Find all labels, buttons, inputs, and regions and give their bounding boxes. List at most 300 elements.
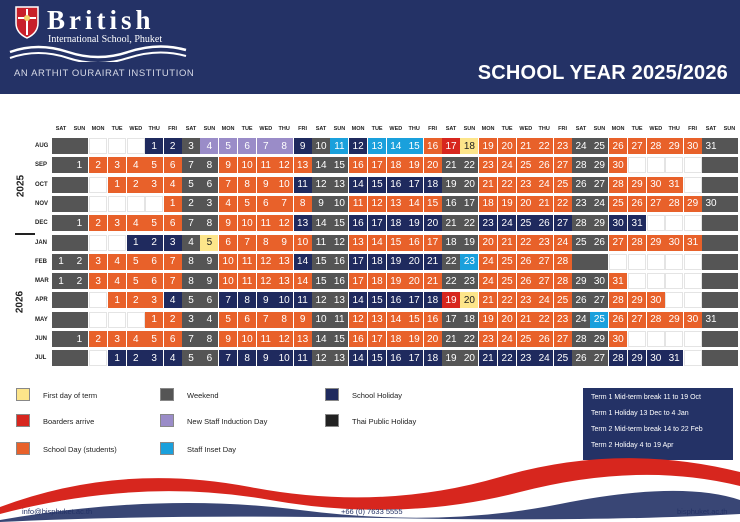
calendar-day [702,157,720,173]
legend-swatch [160,388,174,401]
calendar-day: 25 [554,292,572,308]
calendar-day: 3 [145,350,163,366]
calendar-day: 7 [238,235,257,251]
footer-email-link[interactable]: info@bisphuket.ac.th [22,507,93,516]
calendar-day: 9 [200,254,218,270]
calendar-day: 25 [517,331,535,347]
calendar-day [628,254,647,270]
calendar-day: 20 [460,292,478,308]
calendar-day: 8 [182,273,200,289]
calendar-day: 13 [275,254,293,270]
calendar-day: 15 [330,215,348,231]
calendar-day: 11 [294,177,312,193]
calendar-day: 1 [127,235,145,251]
calendar-day: 15 [405,312,423,328]
calendar-day: 7 [219,350,238,366]
calendar-day [52,215,70,231]
calendar-day: 7 [275,196,293,212]
calendar-day [684,157,702,173]
calendar-day: 19 [442,350,460,366]
calendar-day: 6 [200,177,218,193]
calendar-day: 9 [312,196,330,212]
calendar-day: 4 [164,292,182,308]
calendar-day: 24 [535,177,553,193]
calendar-day: 11 [238,254,257,270]
calendar-day: 13 [275,273,293,289]
calendar-day: 30 [702,196,720,212]
calendar-day: 4 [200,312,218,328]
calendar-day: 13 [330,350,348,366]
calendar-day: 17 [349,273,368,289]
calendar-day: 13 [294,215,312,231]
calendar-day: 19 [479,312,498,328]
calendar-day: 27 [590,177,608,193]
calendar-day: 30 [647,177,665,193]
note-term2-midterm: Term 2 Mid-term break 14 to 22 Feb [591,426,703,433]
calendar-day: 6 [200,292,218,308]
calendar-day: 23 [572,196,590,212]
calendar-day: 7 [182,331,200,347]
calendar-day [647,157,665,173]
calendar-day [70,235,88,251]
calendar-day: 2 [70,273,88,289]
calendar-day: 2 [127,177,145,193]
calendar-day: 25 [590,138,608,154]
calendar-day: 3 [89,273,108,289]
calendar-day: 22 [517,235,535,251]
calendar-day: 7 [164,254,182,270]
calendar-day: 20 [424,331,442,347]
calendar-day: 8 [275,138,293,154]
calendar-day: 7 [257,312,275,328]
legend-label: First day of term [43,391,98,400]
calendar-day: 22 [460,331,478,347]
calendar-day: 13 [368,138,387,154]
calendar-day: 3 [108,157,127,173]
legend-swatch [160,414,174,427]
day-header: SAT [705,126,717,132]
day-header: SUN [463,126,476,132]
calendar-day [720,177,738,193]
calendar-day: 8 [200,157,218,173]
calendar-day: 27 [628,312,647,328]
calendar-day: 14 [312,157,330,173]
calendar-day: 23 [517,177,535,193]
calendar-day: 17 [349,254,368,270]
calendar-day: 12 [312,292,330,308]
calendar-day [89,138,108,154]
calendar-day: 24 [498,215,517,231]
calendar-day: 4 [127,331,145,347]
calendar-day [70,292,88,308]
legend-label: Staff Inset Day [187,445,237,454]
calendar-day [684,215,702,231]
calendar-day: 30 [590,273,608,289]
calendar-day: 29 [684,196,702,212]
calendar-day: 19 [387,273,405,289]
page-title: SCHOOL YEAR 2025/2026 [477,62,728,84]
calendar-day: 3 [164,235,182,251]
day-header: TUE [111,126,123,132]
calendar-day: 20 [424,215,442,231]
calendar-day: 24 [572,312,590,328]
calendar-day: 9 [257,350,275,366]
calendar-day: 13 [330,292,348,308]
month-label: OCT [35,181,48,188]
calendar-day [702,254,720,270]
calendar-day [89,350,108,366]
calendar-day: 18 [442,235,460,251]
day-header: SUN [203,126,216,132]
month-label: FEB [35,258,47,265]
calendar-day: 16 [349,331,368,347]
calendar-day: 2 [182,196,200,212]
calendar-day: 17 [368,157,387,173]
calendar-day: 19 [405,157,423,173]
day-header: THU [668,126,680,132]
calendar-day: 11 [238,273,257,289]
month-label: MAR [35,278,49,285]
calendar-day: 30 [647,350,665,366]
calendar-day: 6 [164,157,182,173]
calendar-day: 23 [460,273,478,289]
month-label: JAN [35,239,48,246]
calendar-day: 6 [145,254,163,270]
calendar-day: 1 [164,196,182,212]
calendar-day: 18 [368,273,387,289]
calendar-day: 8 [200,331,218,347]
calendar-day: 9 [257,177,275,193]
note-term1-midterm: Term 1 Mid-term break 11 to 19 Oct [591,394,701,401]
calendar-day: 17 [442,138,460,154]
calendar-day: 24 [498,331,517,347]
calendar-day: 30 [647,292,665,308]
calendar-day: 6 [257,196,275,212]
calendar-day: 14 [294,254,312,270]
calendar-day: 2 [89,215,108,231]
calendar-day: 31 [702,312,720,328]
calendar-day: 21 [479,292,498,308]
calendar-day: 4 [108,273,127,289]
day-header: MON [221,126,235,132]
calendar-day: 5 [200,235,218,251]
calendar-day: 10 [238,215,257,231]
day-header: SUN [73,126,86,132]
calendar-day: 2 [164,312,182,328]
school-subtitle: International School, Phuket [48,34,163,45]
calendar-day [52,157,70,173]
calendar-day: 14 [387,138,405,154]
calendar-day: 1 [108,177,127,193]
calendar-day: 15 [387,235,405,251]
calendar-day: 15 [368,292,387,308]
calendar-day [702,215,720,231]
calendar-day: 24 [554,235,572,251]
calendar-day: 8 [238,350,257,366]
calendar-day: 21 [498,235,517,251]
calendar-day: 1 [52,254,70,270]
legend-label: New Staff Induction Day [187,417,268,426]
calendar-day: 22 [554,196,572,212]
term-notes-box [583,388,733,460]
calendar-day: 25 [554,177,572,193]
calendar-day: 4 [127,157,145,173]
calendar-day: 3 [145,177,163,193]
calendar-day: 19 [405,215,423,231]
calendar-day [628,331,647,347]
calendar-day: 4 [164,177,182,193]
calendar-day [647,273,665,289]
calendar-day: 21 [442,215,460,231]
calendar-day: 22 [442,273,460,289]
calendar-day: 28 [647,312,665,328]
calendar-day [702,292,720,308]
calendar-day: 12 [257,273,275,289]
calendar-day: 28 [609,177,628,193]
calendar-day: 17 [368,215,387,231]
calendar-day: 27 [590,350,608,366]
calendar-day: 12 [275,157,293,173]
calendar-day: 16 [387,350,405,366]
calendar-day: 27 [535,273,553,289]
calendar-day: 15 [312,273,330,289]
day-header: WED [259,126,273,132]
calendar-day [89,292,108,308]
calendar-day: 20 [498,138,517,154]
calendar-day: 12 [312,177,330,193]
calendar-day: 18 [460,312,478,328]
calendar-day: 9 [294,312,312,328]
calendar-day: 1 [70,157,88,173]
school-name: British [47,5,155,35]
calendar-day [684,254,702,270]
calendar-day: 19 [442,292,460,308]
legend-swatch [16,414,30,427]
calendar-day [720,254,738,270]
day-header: TUE [241,126,253,132]
calendar-day: 16 [330,273,348,289]
calendar-day: 24 [535,292,553,308]
calendar-day: 21 [424,254,442,270]
calendar-day [628,157,647,173]
day-header: FRI [298,126,308,132]
calendar-day: 31 [684,235,702,251]
calendar-day [665,273,683,289]
calendar-day: 15 [368,350,387,366]
calendar-day: 31 [665,350,683,366]
calendar-day [89,312,108,328]
calendar-day: 3 [145,292,163,308]
calendar-day: 16 [424,312,442,328]
calendar-day: 3 [108,331,127,347]
month-label: MAY [35,316,48,323]
calendar-day: 9 [294,138,312,154]
calendar-day [52,331,70,347]
calendar-day: 20 [517,196,535,212]
calendar-day: 23 [554,312,572,328]
calendar-day: 11 [312,235,330,251]
calendar-day: 18 [387,215,405,231]
calendar-day: 29 [590,215,608,231]
calendar-day [127,196,145,212]
legend-label: Thai Public Holiday [352,417,417,426]
calendar-day [609,254,628,270]
calendar-day: 10 [330,196,348,212]
calendar-day: 12 [312,350,330,366]
calendar-day: 21 [479,350,498,366]
calendar-day: 5 [127,254,145,270]
year-label: 2025 [15,175,26,198]
calendar-day: 30 [684,138,702,154]
calendar-day: 14 [349,292,368,308]
calendar-day: 26 [609,138,628,154]
year-label: 2026 [15,290,26,314]
calendar-day: 22 [460,157,478,173]
calendar-day: 10 [312,312,330,328]
calendar-day: 25 [517,215,535,231]
calendar-day: 10 [275,292,293,308]
calendar-day: 13 [330,177,348,193]
calendar-day [108,312,127,328]
calendar-day: 14 [349,350,368,366]
calendar-day [720,215,738,231]
calendar-day: 18 [387,157,405,173]
calendar-day: 2 [164,138,182,154]
calendar-day: 8 [238,292,257,308]
calendar-day: 13 [349,235,368,251]
calendar-day: 21 [517,312,535,328]
calendar-day: 22 [535,138,553,154]
calendar-day: 10 [275,350,293,366]
calendar-day: 24 [479,273,498,289]
day-header: TUE [631,126,643,132]
calendar-day: 10 [219,254,238,270]
calendar-day: 25 [498,254,517,270]
calendar-day: 31 [665,177,683,193]
calendar-day: 23 [535,235,553,251]
calendar-day: 20 [479,235,498,251]
calendar-day: 26 [535,331,553,347]
calendar-day: 8 [182,254,200,270]
calendar-day: 27 [554,215,572,231]
calendar-day: 7 [164,273,182,289]
calendar-day: 2 [89,157,108,173]
calendar-day [108,235,127,251]
calendar-day: 27 [590,292,608,308]
day-header: MON [351,126,365,132]
calendar-day: 19 [405,331,423,347]
calendar-day: 16 [442,196,460,212]
calendar-day: 15 [405,138,423,154]
day-header: MON [91,126,105,132]
calendar-day: 7 [182,157,200,173]
calendar-day [684,331,702,347]
calendar-day: 10 [275,177,293,193]
calendar-day: 19 [442,177,460,193]
calendar-day [108,138,127,154]
calendar-day: 14 [368,235,387,251]
calendar-day: 6 [164,331,182,347]
calendar-day: 13 [294,157,312,173]
calendar-day: 28 [628,235,647,251]
calendar-day: 22 [442,254,460,270]
calendar-day: 6 [145,273,163,289]
calendar-day: 30 [684,312,702,328]
day-header: SAT [185,126,197,132]
calendar-day: 10 [219,273,238,289]
calendar-day: 30 [609,215,628,231]
calendar-day: 29 [590,331,608,347]
calendar-day: 27 [647,196,665,212]
calendar-day: 5 [182,292,200,308]
calendar-day: 4 [219,196,238,212]
calendar-day [52,235,70,251]
day-header: SUN [723,126,736,132]
calendar-day: 18 [424,177,442,193]
day-header: SAT [445,126,457,132]
day-header: FRI [558,126,568,132]
calendar-day [52,177,70,193]
calendar-day: 15 [312,254,330,270]
calendar-day: 12 [330,235,348,251]
calendar-day: 26 [628,196,647,212]
calendar-day: 17 [460,196,478,212]
calendar-day: 30 [609,157,628,173]
calendar-day: 3 [182,138,200,154]
calendar-day: 3 [89,254,108,270]
calendar-day: 7 [219,292,238,308]
calendar-day: 21 [442,157,460,173]
calendar-day [628,273,647,289]
calendar-day: 14 [387,312,405,328]
calendar-day [70,177,88,193]
calendar-day: 4 [108,254,127,270]
calendar-day: 27 [609,235,628,251]
calendar-day: 21 [479,177,498,193]
calendar-day: 28 [572,157,590,173]
calendar-day: 7 [182,215,200,231]
calendar-day: 3 [200,196,218,212]
calendar-day [572,254,590,270]
calendar-day [647,215,665,231]
month-label: JUL [35,355,47,362]
calendar-day: 31 [702,138,720,154]
calendar-day: 17 [405,292,423,308]
month-label: DEC [35,220,48,227]
calendar-day: 23 [460,254,478,270]
calendar-day: 15 [424,196,442,212]
logo-waves-icon [8,44,188,62]
calendar-day: 17 [368,331,387,347]
calendar-day: 27 [628,138,647,154]
calendar-day: 12 [349,312,368,328]
calendar-day: 14 [312,331,330,347]
legend-label: Boarders arrive [43,417,95,426]
day-header: SUN [593,126,606,132]
calendar-day: 2 [89,331,108,347]
day-header: WED [129,126,143,132]
calendar-day: 5 [219,138,238,154]
year-separator [15,233,35,235]
calendar-day: 26 [590,235,608,251]
footer-website-link[interactable]: bisphuket.ac.th [677,507,728,516]
calendar-day: 23 [479,215,498,231]
calendar-day: 5 [145,157,163,173]
calendar-day: 11 [294,292,312,308]
calendar-day: 18 [424,292,442,308]
calendar-day [720,138,738,154]
calendar-day: 14 [349,177,368,193]
